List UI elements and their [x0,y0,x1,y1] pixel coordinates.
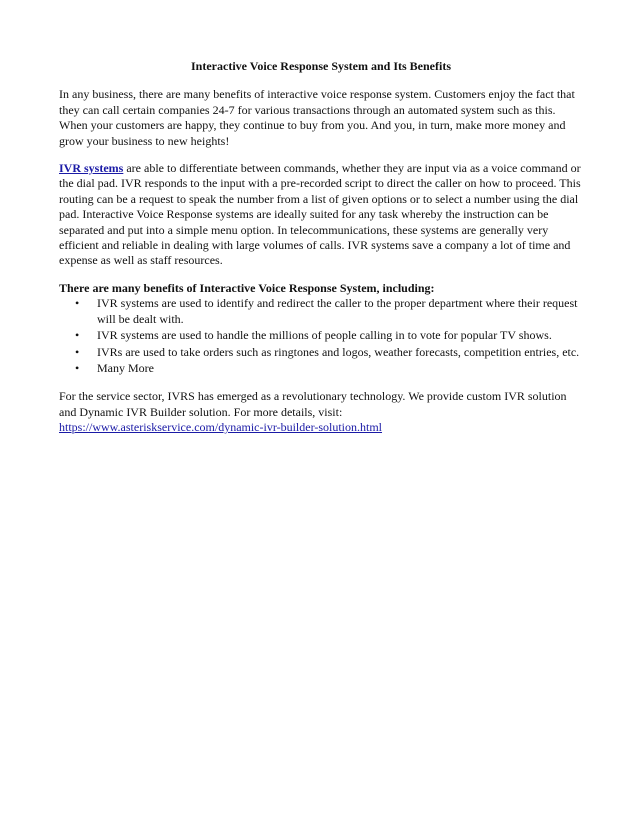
list-item [59,361,583,376]
bullet-icon: • [75,344,80,359]
benefits-list [59,296,583,376]
list-item-text: IVRs are used to take orders such as ringtones and logos, weather forecasts, competition entries, etc. [97,344,580,359]
closing-url-link[interactable]: https://www.asteriskservice.com/dynamic-ivr-builder-solution.html [59,420,383,435]
list-item [59,296,583,327]
list-item [59,328,583,343]
closing-paragraph [59,389,583,435]
benefits-heading: There are many benefits of Interactive Voice Response System, including: [59,280,435,295]
list-item-text: Many More [97,360,154,375]
closing-text: For the service sector, IVRS has emerged as a revolutionary technology. We provide custom IVR solution and Dynamic IVR Builder solution. For more details, visit: [59,389,567,419]
bullet-icon: • [75,328,80,343]
bullet-icon: • [75,360,80,375]
document-page [59,59,583,448]
document-title: Interactive Voice Response System and Its Benefits [191,59,451,73]
bullet-icon: • [75,296,80,311]
ivr-systems-link[interactable]: IVR systems [59,161,124,176]
ivr-paragraph-text: are able to differentiate between commands, whether they are input via as a voice command or the dial pad. IVR responds to the input with a pre-recorded script to direct the caller on how to proceed. This routing can be a request to speak the number from a list of given options or to select a number using the dial pad. Interactive Voice Response systems are ideally suited for any task whereby the instruction can be separated and put into a simple menu option. In telecommunications, these systems are generally very efficient and reliable in dealing with large volumes of calls. IVR systems save a company a lot of time and expense as well as staff resources. [59,161,581,268]
list-item [59,345,583,360]
intro-paragraph: In any business, there are many benefits of interactive voice response system. Customers enjoy the fact that they can call certain companies 24-7 for various transactions through an automated system such as this. When your customers are happy, they continue to buy from you. And you, in turn, make more money and grow your business to new heights! [59,87,575,148]
ivr-paragraph [59,161,583,269]
list-item-text: IVR systems are used to handle the millions of people calling in to vote for popular TV shows. [97,328,552,343]
list-item-text: IVR systems are used to identify and redirect the caller to the proper department where their request will be dealt with. [97,296,578,326]
